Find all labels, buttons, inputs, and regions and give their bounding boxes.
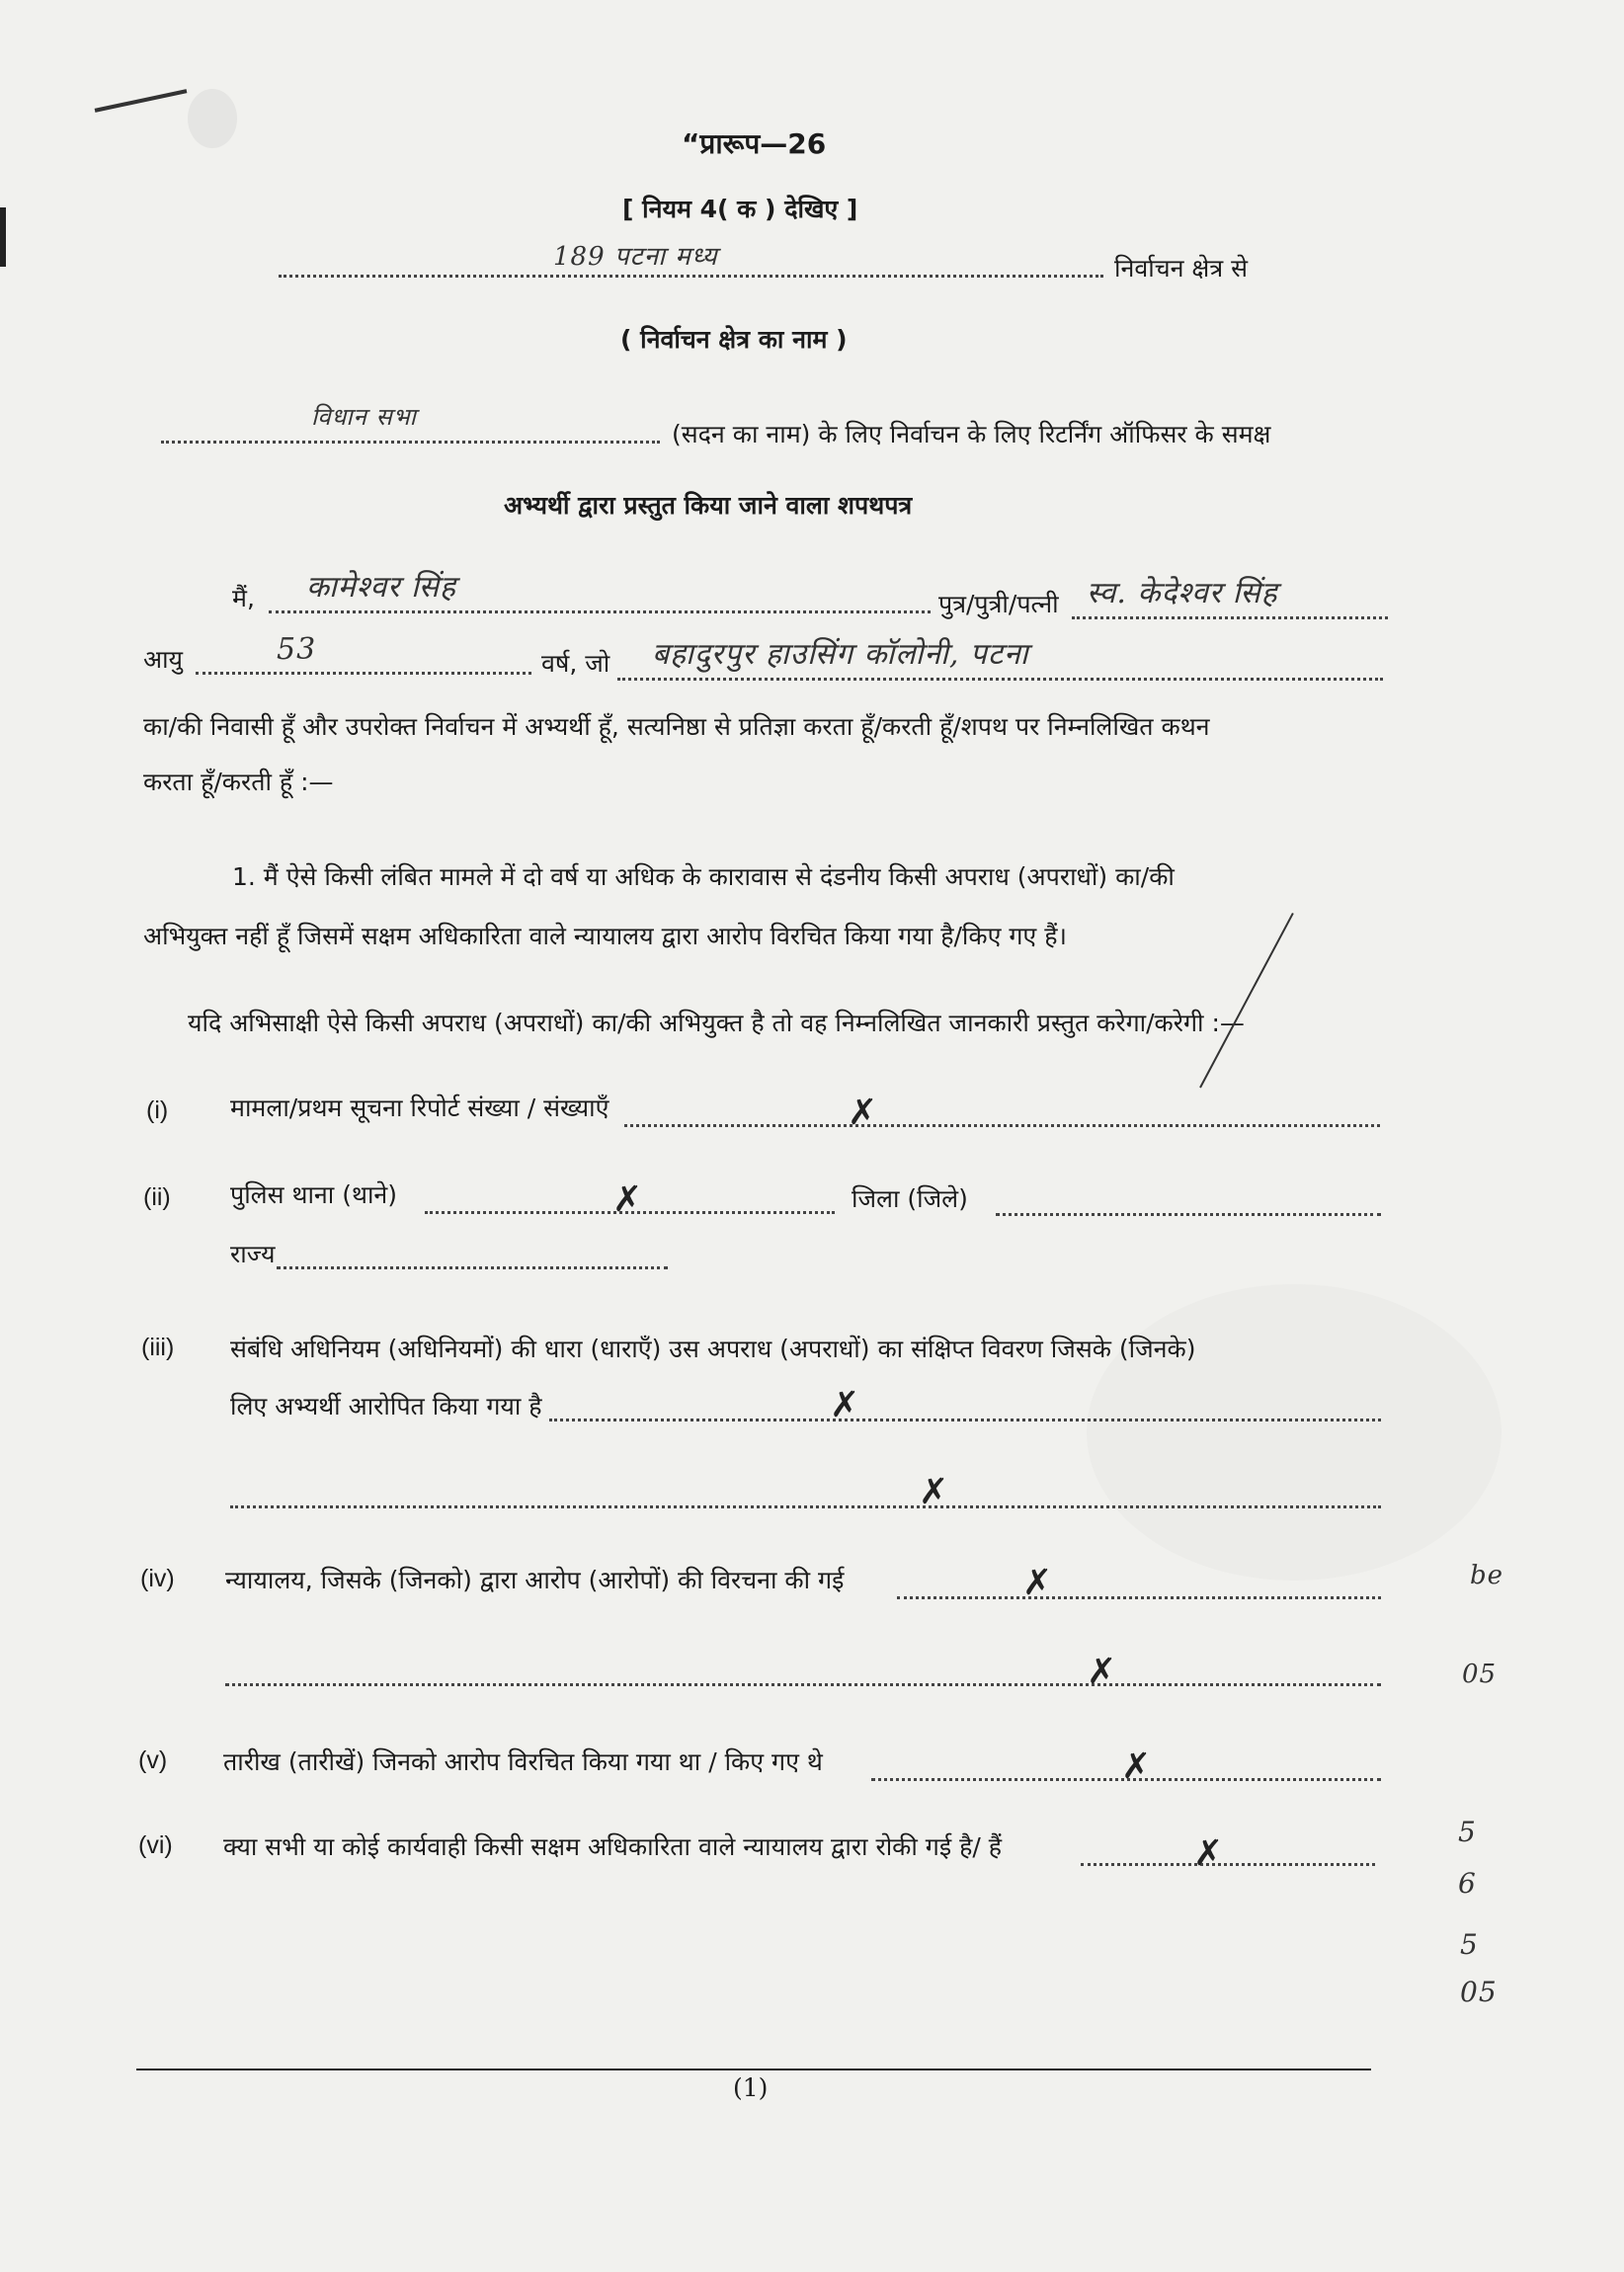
- age-blank: [196, 672, 531, 675]
- cross-mark: ✗: [1193, 1833, 1224, 1874]
- constituency-blank: [279, 275, 1103, 278]
- cross-mark: ✗: [848, 1093, 878, 1133]
- handwritten-address: बहादुरपुर हाउसिंग कॉलोनी, पटना: [652, 637, 1029, 672]
- item-text: पुलिस थाना (थाने): [230, 1180, 398, 1209]
- years-label: वर्ष, जो: [541, 649, 610, 678]
- i-label: मैं,: [232, 584, 255, 612]
- house-blank: [161, 441, 660, 444]
- item-text: तारीख (तारीखें) जिनको आरोप विरचित किया गया था / किए गए थे: [223, 1747, 823, 1776]
- fir-blank: [624, 1124, 1380, 1127]
- sections-blank: [549, 1419, 1381, 1421]
- item-text: मामला/प्रथम सूचना रिपोर्ट संख्या / संख्याएँ: [230, 1094, 609, 1122]
- scan-smudge: [188, 89, 237, 148]
- scan-smudge: [1087, 1284, 1502, 1581]
- state-label: राज्य: [230, 1240, 276, 1268]
- handwritten-father: स्व. केदेश्वर सिंह: [1087, 576, 1278, 610]
- cross-mark: ✗: [612, 1179, 643, 1220]
- age-label: आयु: [143, 645, 184, 674]
- father-blank: [1072, 616, 1388, 619]
- item-number: (ii): [143, 1183, 171, 1211]
- court-blank: [897, 1596, 1381, 1599]
- item-number: (vi): [138, 1831, 173, 1859]
- relation-label: पुत्र/पुत्री/पत्नी: [938, 590, 1059, 618]
- item-text: न्यायालय, जिसके (जिनको) द्वारा आरोप (आरोपों) की विरचना की गई: [225, 1566, 845, 1594]
- intro-line-1: का/की निवासी हूँ और उपरोक्त निर्वाचन में अभ्यर्थी हूँ, सत्यनिष्ठा से प्रतिज्ञा करता हूँ/करती हूँ/शपथ पर निम्नलिखित कथन: [143, 712, 1210, 741]
- intro-line-2: करता हूँ/करती हूँ :—: [143, 768, 334, 796]
- item-text: संबंधि अधिनियम (अधिनियमों) की धारा (धाराएँ) उस अपराध (अपराधों) का संक्षिप्त विवरण जिसके (जिनके): [230, 1335, 1196, 1363]
- cross-mark: ✗: [1022, 1563, 1053, 1603]
- rule-reference: [ नियम 4( क ) देखिए ]: [622, 195, 858, 223]
- state-blank: [277, 1266, 668, 1269]
- stay-blank: [1081, 1863, 1375, 1866]
- district-label: जिला (जिले): [852, 1184, 968, 1213]
- margin-note: 6: [1458, 1867, 1477, 1900]
- form-title: “प्रारूप—26: [682, 127, 827, 160]
- item-number: (v): [138, 1746, 168, 1774]
- footer-rule: [136, 2069, 1371, 2070]
- item-text: क्या सभी या कोई कार्यवाही किसी सक्षम अधिकारिता वाले न्यायालय द्वारा रोकी गई है/ हैं: [223, 1832, 1003, 1861]
- clause1-condition: यदि अभिसाक्षी ऐसे किसी अपराध (अपराधों) का/की अभियुक्त है तो वह निम्नलिखित जानकारी प्रस्तुत करेगा/करेगी :—: [188, 1009, 1245, 1037]
- diagonal-strike: [1199, 913, 1294, 1089]
- item-number: (i): [146, 1096, 169, 1124]
- cross-mark: ✗: [830, 1385, 860, 1425]
- cross-mark: ✗: [919, 1472, 949, 1512]
- constituency-caption: ( निर्वाचन क्षेत्र का नाम ): [620, 325, 848, 354]
- item-number: (iv): [140, 1565, 175, 1592]
- sections-blank-2: [230, 1505, 1381, 1508]
- clause1-line-2: अभियुक्त नहीं हूँ जिसमें सक्षम अधिकारिता वाले न्यायालय द्वारा आरोप विरचित किया गया है/किए गए हैं।: [143, 922, 1067, 950]
- handwritten-constituency: 189 पटना मध्य: [553, 242, 718, 272]
- page-number: (1): [733, 2073, 769, 2102]
- cross-mark: ✗: [1087, 1652, 1117, 1692]
- court-blank-2: [225, 1683, 1381, 1686]
- margin-note: 5: [1460, 1928, 1479, 1961]
- margin-note: 05: [1460, 1976, 1498, 2008]
- address-blank: [617, 678, 1383, 681]
- scan-mark: [95, 89, 188, 113]
- name-blank: [269, 610, 931, 613]
- district-blank: [996, 1213, 1381, 1216]
- margin-note: 05: [1462, 1660, 1498, 1689]
- handwritten-age: 53: [277, 632, 317, 667]
- margin-note: be: [1470, 1561, 1504, 1590]
- cross-mark: ✗: [1121, 1746, 1152, 1787]
- handwritten-name: कामेश्वर सिंह: [306, 570, 456, 605]
- constituency-suffix: निर्वाचन क्षेत्र से: [1114, 254, 1248, 283]
- item-text-2: लिए अभ्यर्थी आरोपित किया गया है: [230, 1392, 542, 1420]
- item-number: (iii): [141, 1334, 175, 1361]
- house-line: (सदन का नाम) के लिए निर्वाचन के लिए रिटर्निंग ऑफिसर के समक्ष: [672, 420, 1271, 448]
- scan-mark: [0, 207, 6, 267]
- clause1-line-1: 1. मैं ऐसे किसी लंबित मामले में दो वर्ष या अधिक के कारावास से दंडनीय किसी अपराध (अपराधों) का/की: [232, 862, 1175, 891]
- margin-note: 5: [1458, 1816, 1477, 1848]
- handwritten-house: विधान सभा: [311, 403, 417, 431]
- affidavit-title: अभ्यर्थी द्वारा प्रस्तुत किया जाने वाला शपथपत्र: [504, 491, 913, 520]
